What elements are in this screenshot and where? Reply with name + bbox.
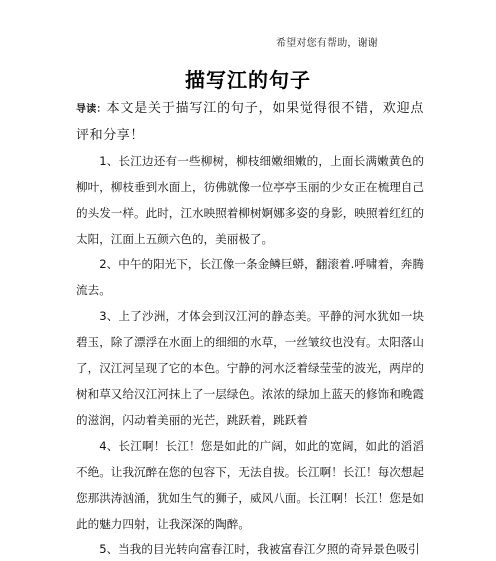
- header-note: 希望对您有帮助，谢谢: [276, 38, 378, 49]
- paragraph-1: 1、长江边还有一些柳树，柳枝细嫩细嫩的，上面长满嫩黄色的柳叶，柳枝垂到水面上，彷佛就像一位亭亭玉丽的少女正在梳理自己的头发一样。此时，江水映照着柳树婀娜多姿的身影，映照着红红的太阳，江面上五颜六色的，美丽极了。: [76, 153, 424, 246]
- paragraph-5: 5、当我的目光转向富春江时，我被富春江夕照的奇异景色吸引: [99, 542, 420, 557]
- paragraph-4: 4、长江啊！长江！您是如此的广阔，如此的宽阔，如此的滔滔不绝。让我沉醉在您的包容下，无法自拔。长江啊！长江！每次想起您那洪涛汹涌，犹如生气的狮子，威风八面。长江啊！长江！您是如此的魅力四射，让我深深的陶醉。: [76, 438, 424, 531]
- intro-label: 导读：: [76, 104, 107, 115]
- intro-paragraph: [76, 96, 424, 149]
- paragraph-3: 3、上了沙洲，才体会到汉江河的静态美。平静的河水犹如一块碧玉，除了漂浮在水面上的细细的水草，一丝皱纹也没有。太阳落山了，汉江河呈现了它的本色。宁静的河水泛着绿莹莹的波光，两岸的树和草又给汉江河抹上了一层绿色。浓浓的绿加上蓝天的修饰和晚霞的滋润，闪动着美丽的光芒，跳跃着，跳跃着: [76, 309, 424, 427]
- intro-text: 本文是关于描写江的句子，如果觉得很不错，欢迎点评和分享！: [76, 101, 424, 143]
- document-body: [76, 96, 424, 561]
- paragraph-2: 2、中午的阳光下，长江像一条金鳞巨蟒，翻滚着.呼啸着，奔腾流去。: [76, 257, 424, 298]
- document-title: 描写江的句子: [185, 68, 311, 92]
